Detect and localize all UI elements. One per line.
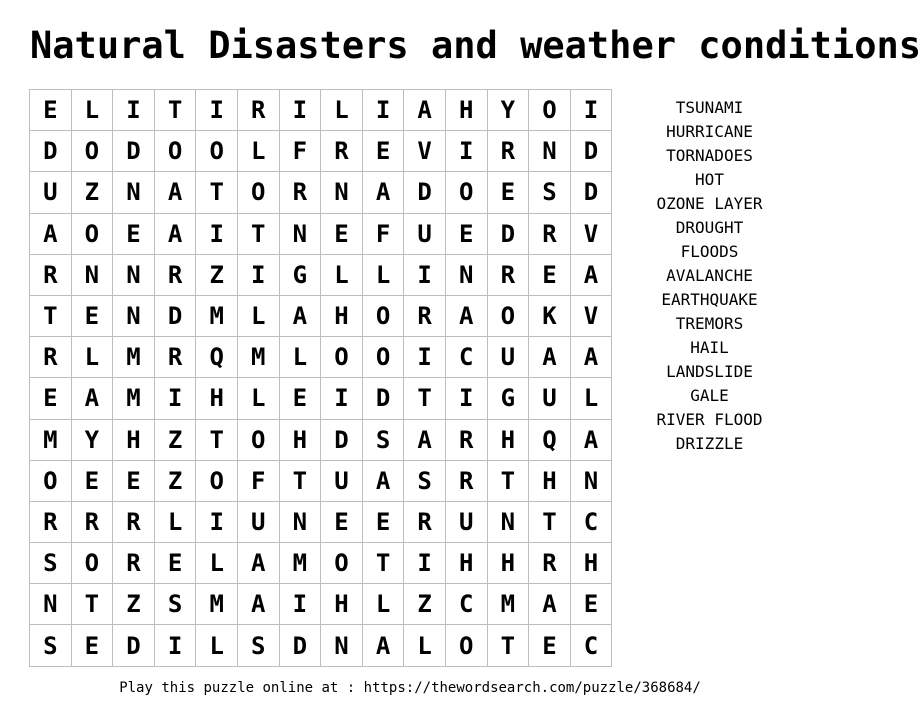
grid-cell[interactable]: A xyxy=(404,419,446,460)
grid-row xyxy=(30,172,612,213)
grid-cell[interactable]: I xyxy=(113,90,155,131)
grid-cell[interactable]: A xyxy=(237,543,279,584)
grid-cell[interactable]: D xyxy=(404,172,446,213)
grid-cell[interactable]: Q xyxy=(529,419,571,460)
grid-cell[interactable]: A xyxy=(30,213,72,254)
grid-cell[interactable]: I xyxy=(154,625,196,666)
grid-cell[interactable]: G xyxy=(279,254,321,295)
grid-cell[interactable]: Z xyxy=(196,254,238,295)
word-list-item: HAIL xyxy=(690,338,729,357)
grid-cell[interactable]: I xyxy=(445,131,487,172)
grid-cell[interactable]: I xyxy=(445,378,487,419)
grid-cell[interactable]: R xyxy=(404,295,446,336)
grid-cell[interactable]: E xyxy=(487,172,529,213)
grid-row xyxy=(30,378,612,419)
grid-cell[interactable]: O xyxy=(71,543,113,584)
grid-cell[interactable]: M xyxy=(196,584,238,625)
grid-cell[interactable]: H xyxy=(529,460,571,501)
grid-cell[interactable]: U xyxy=(321,460,363,501)
grid-cell[interactable]: E xyxy=(529,254,571,295)
grid-cell[interactable]: A xyxy=(362,172,404,213)
grid-cell[interactable]: N xyxy=(30,584,72,625)
grid-cell[interactable]: T xyxy=(487,460,529,501)
letter-grid xyxy=(29,89,612,667)
grid-row xyxy=(30,295,612,336)
grid-cell[interactable]: D xyxy=(113,131,155,172)
grid-cell[interactable]: N xyxy=(113,172,155,213)
grid-cell[interactable]: A xyxy=(404,90,446,131)
grid-cell[interactable]: N xyxy=(279,501,321,542)
grid-cell[interactable]: A xyxy=(570,419,612,460)
grid-cell[interactable]: Q xyxy=(196,337,238,378)
grid-cell[interactable]: V xyxy=(570,213,612,254)
grid-cell[interactable]: T xyxy=(487,625,529,666)
word-list-item: EARTHQUAKE xyxy=(661,290,758,309)
grid-cell[interactable]: A xyxy=(362,625,404,666)
grid-cell[interactable]: R xyxy=(404,501,446,542)
grid-cell[interactable]: L xyxy=(237,131,279,172)
grid-cell[interactable]: R xyxy=(529,213,571,254)
grid-cell[interactable]: O xyxy=(362,337,404,378)
grid-cell[interactable]: E xyxy=(71,460,113,501)
grid-cell[interactable]: F xyxy=(362,213,404,254)
grid-cell[interactable]: I xyxy=(404,337,446,378)
grid-cell[interactable]: T xyxy=(196,172,238,213)
grid-cell[interactable]: O xyxy=(237,172,279,213)
grid-cell[interactable]: I xyxy=(196,501,238,542)
grid-cell[interactable]: G xyxy=(487,378,529,419)
grid-cell[interactable]: H xyxy=(279,419,321,460)
grid-cell[interactable]: M xyxy=(30,419,72,460)
grid-cell[interactable]: R xyxy=(71,501,113,542)
grid-row xyxy=(30,254,612,295)
grid-cell[interactable]: N xyxy=(279,213,321,254)
grid-cell[interactable]: R xyxy=(237,90,279,131)
grid-cell[interactable]: E xyxy=(113,460,155,501)
grid-cell[interactable]: R xyxy=(154,254,196,295)
grid-cell[interactable]: S xyxy=(237,625,279,666)
grid-cell[interactable]: O xyxy=(445,172,487,213)
grid-cell[interactable]: O xyxy=(154,131,196,172)
grid-cell[interactable]: Z xyxy=(154,419,196,460)
grid-cell[interactable]: S xyxy=(362,419,404,460)
grid-cell[interactable]: H xyxy=(321,584,363,625)
grid-cell[interactable]: U xyxy=(30,172,72,213)
grid-cell[interactable]: L xyxy=(71,337,113,378)
grid-cell[interactable]: R xyxy=(30,337,72,378)
grid-cell[interactable]: U xyxy=(404,213,446,254)
grid-cell[interactable]: A xyxy=(570,337,612,378)
grid-cell[interactable]: D xyxy=(113,625,155,666)
grid-cell[interactable]: T xyxy=(279,460,321,501)
grid-cell[interactable]: N xyxy=(71,254,113,295)
word-list-item: DROUGHT xyxy=(675,218,744,237)
grid-cell[interactable]: N xyxy=(570,460,612,501)
grid-cell[interactable]: O xyxy=(445,625,487,666)
grid-cell[interactable]: R xyxy=(445,419,487,460)
word-list-item: DRIZZLE xyxy=(675,434,744,453)
grid-cell[interactable]: U xyxy=(487,337,529,378)
grid-cell[interactable]: R xyxy=(30,501,72,542)
grid-cell[interactable]: A xyxy=(445,295,487,336)
grid-row xyxy=(30,131,612,172)
grid-cell[interactable]: M xyxy=(196,295,238,336)
grid-row xyxy=(30,625,612,666)
grid-cell[interactable]: C xyxy=(570,501,612,542)
grid-cell[interactable]: O xyxy=(487,295,529,336)
grid-cell[interactable]: E xyxy=(30,90,72,131)
grid-cell[interactable]: H xyxy=(113,419,155,460)
grid-cell[interactable]: A xyxy=(71,378,113,419)
grid-cell[interactable]: I xyxy=(321,378,363,419)
word-list-item: RIVER FLOOD xyxy=(656,410,763,429)
grid-cell[interactable]: S xyxy=(529,172,571,213)
grid-cell[interactable]: I xyxy=(404,543,446,584)
grid-cell[interactable]: O xyxy=(196,460,238,501)
grid-cell[interactable]: A xyxy=(570,254,612,295)
grid-cell[interactable]: T xyxy=(362,543,404,584)
grid-cell[interactable]: E xyxy=(321,213,363,254)
grid-row xyxy=(30,213,612,254)
grid-cell[interactable]: L xyxy=(404,625,446,666)
grid-cell[interactable]: Z xyxy=(113,584,155,625)
grid-cell[interactable]: D xyxy=(30,131,72,172)
puzzle-title: Natural Disasters and weather conditions xyxy=(30,24,921,67)
word-list-item: GALE xyxy=(690,386,729,405)
grid-cell[interactable]: L xyxy=(362,254,404,295)
grid-cell[interactable]: E xyxy=(71,625,113,666)
word-list-item: LANDSLIDE xyxy=(666,362,753,381)
grid-cell[interactable]: E xyxy=(71,295,113,336)
grid-cell[interactable]: Z xyxy=(71,172,113,213)
grid-cell[interactable]: D xyxy=(362,378,404,419)
grid-cell[interactable]: A xyxy=(237,584,279,625)
grid-cell[interactable]: T xyxy=(154,90,196,131)
grid-cell[interactable]: M xyxy=(113,337,155,378)
grid-cell[interactable]: V xyxy=(570,295,612,336)
grid-cell[interactable]: D xyxy=(154,295,196,336)
grid-cell[interactable]: I xyxy=(404,254,446,295)
grid-cell[interactable]: I xyxy=(279,90,321,131)
grid-cell[interactable]: S xyxy=(30,625,72,666)
grid-cell[interactable]: I xyxy=(362,90,404,131)
grid-cell[interactable]: C xyxy=(445,337,487,378)
grid-cell[interactable]: H xyxy=(445,543,487,584)
grid-row xyxy=(30,90,612,131)
grid-cell[interactable]: L xyxy=(321,90,363,131)
grid-cell[interactable]: R xyxy=(487,254,529,295)
grid-cell[interactable]: H xyxy=(570,543,612,584)
grid-cell[interactable]: H xyxy=(487,419,529,460)
grid-cell[interactable]: R xyxy=(279,172,321,213)
grid-cell[interactable]: O xyxy=(237,419,279,460)
word-list-item: TORNADOES xyxy=(666,146,753,165)
grid-cell[interactable]: R xyxy=(445,460,487,501)
grid-cell[interactable]: D xyxy=(321,419,363,460)
grid-cell[interactable]: I xyxy=(154,378,196,419)
grid-cell[interactable]: M xyxy=(113,378,155,419)
grid-cell[interactable]: A xyxy=(279,295,321,336)
grid-cell[interactable]: E xyxy=(321,501,363,542)
grid-cell[interactable]: N xyxy=(113,295,155,336)
grid-cell[interactable]: N xyxy=(321,172,363,213)
grid-row xyxy=(30,337,612,378)
grid-cell[interactable]: E xyxy=(529,625,571,666)
grid-cell[interactable]: A xyxy=(154,213,196,254)
grid-cell[interactable]: R xyxy=(30,254,72,295)
grid-cell[interactable]: O xyxy=(71,131,113,172)
grid-cell[interactable]: I xyxy=(196,213,238,254)
grid-row xyxy=(30,501,612,542)
grid-cell[interactable]: Z xyxy=(404,584,446,625)
grid-cell[interactable]: T xyxy=(30,295,72,336)
grid-cell[interactable]: S xyxy=(154,584,196,625)
grid-cell[interactable]: D xyxy=(279,625,321,666)
grid-row xyxy=(30,460,612,501)
grid-cell[interactable]: I xyxy=(570,90,612,131)
word-list xyxy=(632,96,787,456)
grid-row xyxy=(30,419,612,460)
grid-cell[interactable]: R xyxy=(113,501,155,542)
grid-cell[interactable]: H xyxy=(487,543,529,584)
grid-cell[interactable]: E xyxy=(362,131,404,172)
grid-cell[interactable]: E xyxy=(30,378,72,419)
grid-cell[interactable]: R xyxy=(321,131,363,172)
grid-cell[interactable]: V xyxy=(404,131,446,172)
grid-cell[interactable]: O xyxy=(529,90,571,131)
grid-cell[interactable]: I xyxy=(279,584,321,625)
grid-cell[interactable]: I xyxy=(196,90,238,131)
grid-cell[interactable]: M xyxy=(487,584,529,625)
grid-cell[interactable]: O xyxy=(196,131,238,172)
grid-cell[interactable]: L xyxy=(196,543,238,584)
grid-cell[interactable]: Y xyxy=(487,90,529,131)
grid-cell[interactable]: A xyxy=(529,337,571,378)
grid-cell[interactable]: R xyxy=(113,543,155,584)
grid-cell[interactable]: L xyxy=(237,378,279,419)
grid-cell[interactable]: U xyxy=(529,378,571,419)
grid-cell[interactable]: T xyxy=(529,501,571,542)
grid-cell[interactable]: N xyxy=(445,254,487,295)
grid-cell[interactable]: T xyxy=(404,378,446,419)
grid-cell[interactable]: U xyxy=(237,501,279,542)
word-list-item: HURRICANE xyxy=(666,122,753,141)
grid-cell[interactable]: Z xyxy=(154,460,196,501)
grid-cell[interactable]: L xyxy=(237,295,279,336)
grid-cell[interactable]: L xyxy=(196,625,238,666)
grid-cell[interactable]: R xyxy=(154,337,196,378)
grid-cell[interactable]: R xyxy=(529,543,571,584)
grid-cell[interactable]: D xyxy=(570,172,612,213)
grid-cell[interactable]: E xyxy=(279,378,321,419)
grid-cell[interactable]: L xyxy=(71,90,113,131)
word-list-item: TSUNAMI xyxy=(675,98,744,117)
grid-cell[interactable]: U xyxy=(445,501,487,542)
grid-cell[interactable]: E xyxy=(362,501,404,542)
word-list-item: AVALANCHE xyxy=(666,266,753,285)
grid-cell[interactable]: C xyxy=(445,584,487,625)
grid-cell[interactable]: M xyxy=(237,337,279,378)
grid-cell[interactable]: O xyxy=(362,295,404,336)
grid-cell[interactable]: E xyxy=(113,213,155,254)
grid-cell[interactable]: R xyxy=(487,131,529,172)
grid-cell[interactable]: E xyxy=(570,584,612,625)
grid-cell[interactable]: K xyxy=(529,295,571,336)
grid-cell[interactable]: D xyxy=(570,131,612,172)
grid-cell[interactable]: N xyxy=(487,501,529,542)
grid-cell[interactable]: E xyxy=(445,213,487,254)
grid-cell[interactable]: M xyxy=(279,543,321,584)
grid-cell[interactable]: F xyxy=(237,460,279,501)
grid-cell[interactable]: O xyxy=(321,543,363,584)
footer-note: Play this puzzle online at : https://thewordsearch.com/puzzle/368684/ xyxy=(119,680,701,696)
grid-cell[interactable]: N xyxy=(529,131,571,172)
grid-cell[interactable]: L xyxy=(570,378,612,419)
word-list-item: TREMORS xyxy=(675,314,744,333)
grid-cell[interactable]: F xyxy=(279,131,321,172)
grid-cell[interactable]: H xyxy=(321,295,363,336)
grid-cell[interactable]: O xyxy=(30,460,72,501)
word-list-item: HOT xyxy=(695,170,724,189)
grid-cell[interactable]: L xyxy=(362,584,404,625)
grid-cell[interactable]: A xyxy=(154,172,196,213)
grid-cell[interactable]: L xyxy=(154,501,196,542)
grid-cell[interactable]: N xyxy=(321,625,363,666)
grid-cell[interactable]: N xyxy=(113,254,155,295)
grid-cell[interactable]: L xyxy=(279,337,321,378)
grid-row xyxy=(30,543,612,584)
grid-cell[interactable]: A xyxy=(529,584,571,625)
grid-cell[interactable]: C xyxy=(570,625,612,666)
grid-cell[interactable]: I xyxy=(237,254,279,295)
grid-cell[interactable]: E xyxy=(154,543,196,584)
grid-row xyxy=(30,584,612,625)
grid-cell[interactable]: T xyxy=(237,213,279,254)
grid-cell[interactable]: Y xyxy=(71,419,113,460)
grid-cell[interactable]: O xyxy=(321,337,363,378)
grid-cell[interactable]: L xyxy=(321,254,363,295)
grid-cell[interactable]: S xyxy=(30,543,72,584)
word-list-item: OZONE LAYER xyxy=(656,194,763,213)
grid-cell[interactable]: D xyxy=(487,213,529,254)
word-list-item: FLOODS xyxy=(680,242,739,261)
grid-cell[interactable]: H xyxy=(196,378,238,419)
grid-cell[interactable]: T xyxy=(196,419,238,460)
grid-cell[interactable]: T xyxy=(71,584,113,625)
grid-cell[interactable]: A xyxy=(362,460,404,501)
grid-cell[interactable]: H xyxy=(445,90,487,131)
grid-cell[interactable]: O xyxy=(71,213,113,254)
grid-cell[interactable]: S xyxy=(404,460,446,501)
